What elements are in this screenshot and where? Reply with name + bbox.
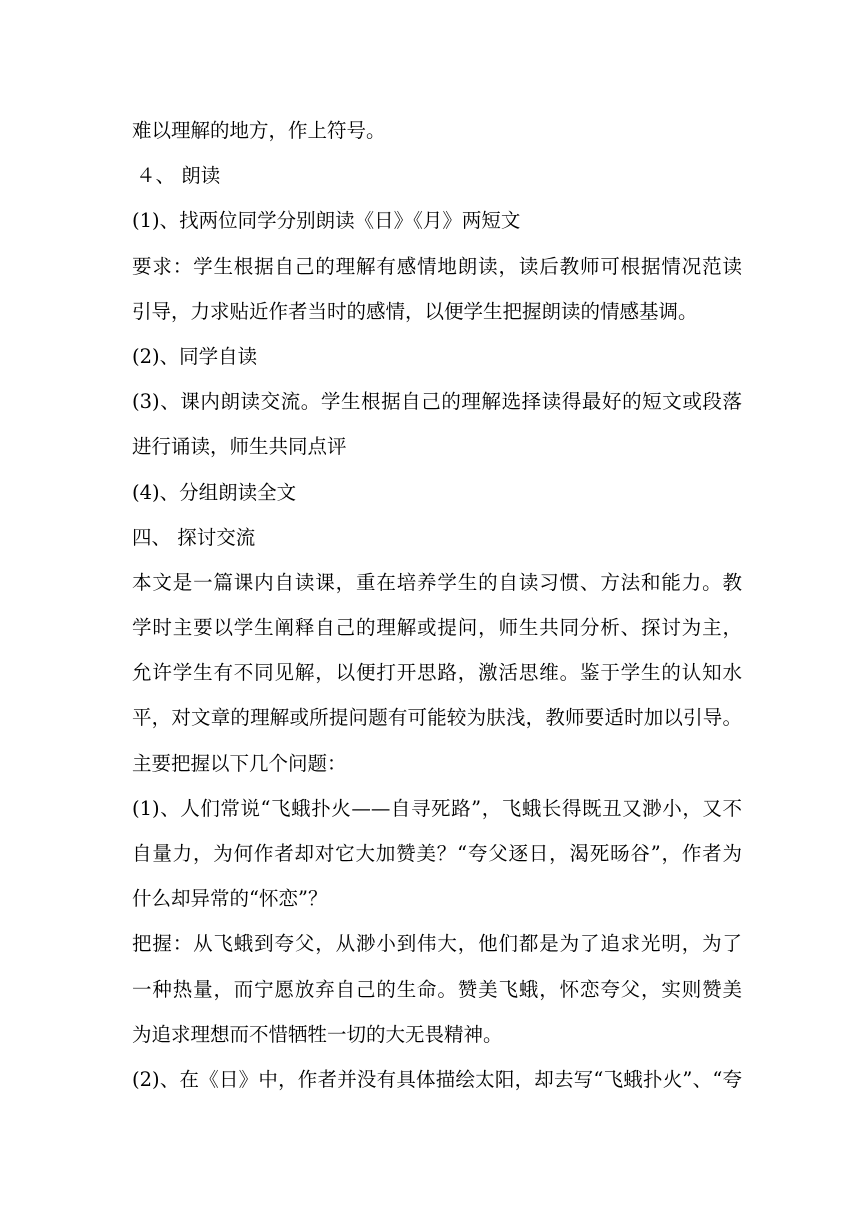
text-line-21: 为追求理想而不惜牺牲一切的大无畏精神。 (132, 1022, 503, 1046)
text-line-9: (4)、分组朗读全文 (132, 480, 297, 504)
text-line-6: (2)、同学自读 (132, 344, 258, 368)
document-body (132, 108, 742, 1102)
section-heading-discussion: 四、 探讨交流 (132, 525, 256, 549)
text-line-8: 进行诵读，师生共同点评 (132, 435, 347, 459)
text-line-20: 一种热量，而宁愿放弃自己的生命。赞美飞蛾，怀恋夸父，实则赞美 (132, 977, 742, 1001)
text-line-5: 引导，力求贴近作者当时的感情，以便学生把握朗读的情感基调。 (132, 299, 698, 323)
section-heading-reading: ４、 朗读 (136, 164, 221, 188)
text-line-3: (1)、找两位同学分别朗读《日》《月》两短文 (132, 209, 521, 233)
text-line-18: 什么却异常的“怀恋”？ (132, 887, 328, 911)
text-line-4: 要求：学生根据自己的理解有感情地朗读，读后教师可根据情况范读 (132, 254, 742, 278)
text-line-13: 允许学生有不同见解，以便打开思路，激活思维。鉴于学生的认知水 (132, 661, 742, 685)
text-line-7: (3)、课内朗读交流。学生根据自己的理解选择读得最好的短文或段落 (132, 390, 742, 414)
text-line-19: 把握：从飞蛾到夸父，从渺小到伟大，他们都是为了追求光明，为了 (132, 932, 742, 956)
text-line-16: (1)、人们常说“飞蛾扑火——自寻死路”，飞蛾长得既丑又渺小，又不 (132, 796, 742, 820)
text-line-22: (2)、在《日》中，作者并没有具体描绘太阳，却去写“飞蛾扑火”、“夸 (132, 1067, 742, 1091)
text-line-17: 自量力，为何作者却对它大加赞美？“夸父逐日，渴死旸谷”，作者为 (132, 842, 742, 865)
text-line-1: 难以理解的地方，作上符号。 (132, 119, 386, 142)
text-line-12: 学时主要以学生阐释自己的理解或提问，师生共同分析、探讨为主， (132, 616, 742, 640)
text-line-15: 主要把握以下几个问题： (132, 751, 347, 775)
text-line-14: 平，对文章的理解或所提问题有可能较为肤浅，教师要适时加以引导。 (132, 706, 742, 730)
text-line-11: 本文是一篇课内自读课，重在培养学生的自读习惯、方法和能力。教 (132, 570, 742, 594)
